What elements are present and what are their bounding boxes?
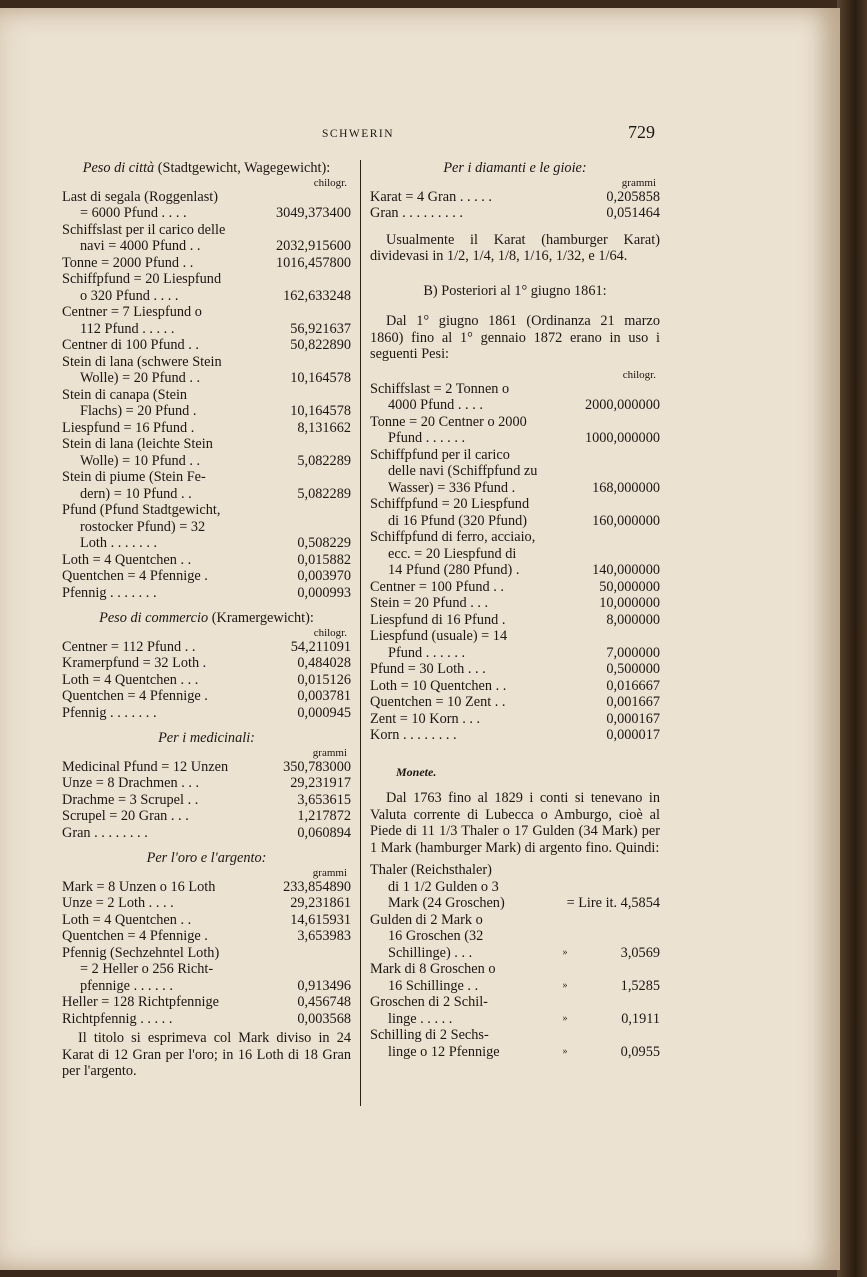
section-heading: B) Posteriori al 1° giugno 1861:: [423, 282, 607, 299]
row-value: 0,000993: [297, 584, 351, 601]
table-row: [62, 759, 351, 776]
table-row: [370, 189, 660, 206]
row-label: Loth = 4 Quentchen . . .: [62, 671, 199, 688]
table-row: [370, 694, 660, 711]
row-value: 233,854890: [283, 878, 351, 895]
row-label: 112 Pfund . . . . .: [80, 320, 175, 337]
row-label: Quentchen = 4 Pfennige .: [62, 928, 208, 944]
row-label: Heller = 128 Richtpfennige: [62, 994, 219, 1010]
row-label: Pfennig . . . . . . .: [62, 704, 157, 721]
coin-cell: Schilling di 2 Sechs-: [370, 1027, 489, 1043]
row-label: Quentchen = 4 Pfennige .: [62, 688, 208, 704]
row-value: 10,164578: [290, 403, 351, 419]
row-label: Schiffpfund di ferro, acciaio,: [370, 529, 536, 545]
table-row: [370, 513, 660, 530]
coin-row-line: [370, 961, 660, 978]
table-row: [62, 205, 351, 222]
table-row: [62, 808, 351, 825]
row-label: Pfund = 30 Loth . . .: [370, 661, 486, 677]
table-row: [370, 595, 660, 612]
table-row: [370, 397, 660, 414]
table-row: [370, 711, 660, 728]
row-label: Pfennig . . . . . . .: [62, 584, 157, 601]
table-row: [62, 387, 351, 404]
row-label: Kramerpfund = 32 Loth .: [62, 655, 207, 671]
row-value: 1016,457800: [275, 254, 351, 271]
row-label: Schiffpfund = 20 Liespfund: [62, 271, 222, 287]
row-label: Liespfund di 16 Pfund .: [370, 611, 506, 628]
row-value: 0,016667: [606, 677, 660, 694]
coin-cell: »: [562, 946, 568, 958]
row-label: Wasser) = 336 Pfund .: [388, 479, 516, 496]
table-row: [62, 879, 351, 896]
row-label: Medicinal Pfund = 12 Unzen: [62, 758, 229, 775]
row-label: Stein di lana (leichte Stein: [62, 436, 213, 452]
table-row: [370, 430, 660, 447]
table-row: [62, 552, 351, 569]
section-heading: Per i diamanti e le gioie:: [443, 160, 587, 176]
table-row: [370, 414, 660, 431]
row-label: Schiffpfund per il carico: [370, 446, 510, 463]
section-heading: Peso di città (Stadtgewicht, Wagegewicht):: [82, 160, 331, 176]
coin-row-line: [370, 994, 660, 1011]
table-row: [62, 775, 351, 792]
row-label: Wolle) = 20 Pfund . .: [80, 370, 201, 386]
row-value: 0,000017: [606, 727, 660, 743]
row-value: 0,060894: [297, 824, 351, 841]
row-label: Centner = 7 Liespfund o: [62, 304, 202, 320]
table-row: [370, 529, 660, 546]
row-label: delle navi (Schiffpfund zu: [388, 463, 538, 479]
table-row: [62, 238, 351, 255]
table-row: [62, 502, 351, 519]
row-label: Karat = 4 Gran . . . . .: [370, 188, 493, 205]
row-value: 3,653983: [297, 928, 351, 944]
coin-cell: Gulden di 2 Mark o: [370, 911, 483, 928]
row-value: 29,231861: [290, 895, 351, 911]
weight-table: [62, 189, 351, 602]
coin-cell: linge o 12 Pfennige: [388, 1043, 500, 1060]
table-row: [370, 496, 660, 513]
row-label: di 16 Pfund (320 Pfund): [388, 512, 527, 529]
unit-label: chilogr.: [313, 626, 347, 639]
table-row: [62, 255, 351, 272]
coin-cell: 16 Schillinge . .: [388, 977, 479, 994]
row-label: Unze = 2 Loth . . . .: [62, 895, 174, 911]
table-row: [62, 288, 351, 305]
coin-cell: 16 Groschen (32: [388, 928, 484, 944]
coin-cell: 0,0955: [620, 1043, 660, 1060]
section-heading: Per l'oro e l'argento:: [146, 850, 267, 866]
table-row: [62, 304, 351, 321]
row-label: Stein = 20 Pfund . . .: [370, 595, 489, 611]
table-row: [62, 271, 351, 288]
row-label: Loth = 10 Quentchen . .: [370, 677, 507, 694]
table-row: [62, 639, 351, 656]
row-value: 14,615931: [290, 911, 351, 928]
table-row: [62, 354, 351, 371]
table-row: [62, 928, 351, 945]
unit-label: chilogr.: [622, 368, 656, 381]
row-value: 54,211091: [290, 638, 351, 655]
table-row: [370, 463, 660, 480]
row-label: Liespfund = 16 Pfund .: [62, 419, 195, 436]
table-row: [62, 688, 351, 705]
table-row: [370, 546, 660, 563]
row-value: 10,164578: [290, 370, 351, 386]
row-value: 0,500000: [606, 661, 660, 677]
row-label: Schiffslast = 2 Tonnen o: [370, 380, 510, 397]
row-label: navi = 4000 Pfund . .: [80, 238, 201, 254]
coin-cell: »: [562, 1045, 568, 1057]
table-row: [62, 469, 351, 486]
coin-row-line: [370, 1011, 660, 1028]
row-value: 3049,373400: [275, 205, 351, 221]
row-value: 50,822890: [290, 337, 351, 353]
row-label: Scrupel = 20 Gran . . .: [62, 808, 189, 824]
row-label: Wolle) = 10 Pfund . .: [80, 452, 201, 469]
row-label: Pfund . . . . . .: [388, 644, 466, 661]
coin-cell: Mark di 8 Groschen o: [370, 961, 496, 977]
row-value: 5,082289: [297, 452, 351, 469]
unit-label: grammi: [312, 746, 347, 759]
coin-cell: Groschen di 2 Schil-: [370, 994, 488, 1010]
row-value: 0,001667: [606, 694, 660, 710]
row-value: 3,653615: [297, 791, 351, 808]
table-row: [62, 825, 351, 842]
row-label: Liespfund (usuale) = 14: [370, 628, 508, 644]
row-value: 10,000000: [599, 595, 660, 611]
column-divider: [360, 160, 361, 1106]
unit-label: grammi: [312, 866, 347, 879]
row-label: Last di segala (Roggenlast): [62, 188, 219, 205]
table-row: [62, 705, 351, 722]
book-page: [0, 8, 840, 1270]
row-value: 2000,000000: [584, 397, 660, 413]
table-row: [62, 321, 351, 338]
row-value: 0,205858: [606, 188, 660, 205]
coin-row-line: [370, 1027, 660, 1044]
row-value: 0,003568: [297, 1010, 351, 1027]
section-heading: Monete.: [396, 764, 437, 779]
row-label: Pfund (Pfund Stadtgewicht,: [62, 502, 221, 518]
row-label: Unze = 8 Drachmen . . .: [62, 775, 200, 791]
row-label: Mark = 8 Unzen o 16 Loth: [62, 878, 216, 895]
coin-cell: Schillinge) . . .: [388, 944, 473, 961]
row-value: 0,508229: [297, 535, 351, 551]
row-value: 162,633248: [283, 287, 351, 304]
section-heading: Peso di commercio (Kramergewicht):: [99, 610, 314, 626]
table-row: [370, 678, 660, 695]
row-value: 168,000000: [592, 479, 660, 496]
row-value: 8,000000: [606, 611, 660, 628]
coin-row-line: [370, 1044, 660, 1061]
row-value: 1000,000000: [584, 430, 660, 446]
table-row: [370, 612, 660, 629]
row-value: 0,003970: [297, 568, 351, 584]
weight-table: [62, 639, 351, 722]
table-row: [62, 792, 351, 809]
coin-cell: 3,0569: [620, 944, 660, 961]
table-row: [370, 628, 660, 645]
row-value: 7,000000: [606, 644, 660, 661]
table-row: [62, 535, 351, 552]
coin-cell: 1,5285: [620, 977, 660, 994]
coin-cell: linge . . . . .: [388, 1010, 453, 1027]
coin-cell: »: [562, 1012, 568, 1024]
table-row: [370, 579, 660, 596]
table-row: [62, 961, 351, 978]
row-value: 1,217872: [297, 808, 351, 824]
table-row: [62, 895, 351, 912]
row-label: dern) = 10 Pfund . .: [80, 485, 192, 502]
row-label: Zent = 10 Korn . . .: [370, 710, 481, 727]
coin-row-line: [370, 945, 660, 962]
weight-table: [62, 879, 351, 1028]
row-label: 4000 Pfund . . . .: [388, 397, 483, 413]
row-label: 14 Pfund (280 Pfund) .: [388, 562, 520, 578]
row-label: Flachs) = 20 Pfund .: [80, 403, 197, 419]
weight-table: [370, 189, 660, 222]
row-value: 0,484028: [297, 655, 351, 671]
coin-row-line: [370, 978, 660, 995]
row-label: Stein di canapa (Stein: [62, 386, 188, 403]
table-row: [62, 453, 351, 470]
row-label: Tonne = 20 Centner o 2000: [370, 413, 527, 430]
row-label: Loth = 4 Quentchen . .: [62, 551, 192, 568]
table-row: [62, 403, 351, 420]
table-row: [370, 381, 660, 398]
row-value: 0,913496: [297, 977, 351, 994]
row-label: Stein di lana (schwere Stein: [62, 353, 222, 370]
row-label: Pfund . . . . . .: [388, 430, 466, 446]
weight-table: [62, 759, 351, 842]
left-column: [62, 160, 351, 1080]
row-value: 0,456748: [297, 994, 351, 1010]
row-value: 2032,915600: [275, 238, 351, 254]
table-row: [62, 519, 351, 536]
row-value: 160,000000: [592, 512, 660, 529]
unit-label: chilogr.: [313, 176, 347, 189]
table-row: [62, 420, 351, 437]
row-value: 0,015882: [297, 551, 351, 568]
coin-row-line: [370, 912, 660, 929]
table-row: [370, 562, 660, 579]
table-row: [62, 672, 351, 689]
row-value: 0,003781: [297, 688, 351, 704]
row-label: Centner di 100 Pfund . .: [62, 337, 200, 353]
row-value: 50,000000: [599, 578, 660, 595]
row-label: = 6000 Pfund . . . .: [80, 205, 187, 221]
table-row: [62, 978, 351, 995]
coin-row-line: [370, 928, 660, 945]
row-label: Gran . . . . . . . .: [62, 824, 148, 841]
row-value: 0,051464: [606, 205, 660, 221]
coin-row: Thaler (Reichsthaler) di 1 1/2 Gulden o 3 Mark (24 Groschen) = Lire it. 4,5854: [370, 862, 660, 911]
table-row: [62, 568, 351, 585]
table-row: [62, 436, 351, 453]
row-value: 8,131662: [297, 419, 351, 436]
row-label: Loth = 4 Quentchen . .: [62, 911, 192, 928]
table-row: [370, 661, 660, 678]
table-row: [62, 337, 351, 354]
row-label: ecc. = 20 Liespfund di: [388, 545, 517, 562]
table-row: [370, 480, 660, 497]
row-value: 140,000000: [592, 562, 660, 578]
intro-paragraph: Dal 1° giugno 1861 (Ordinanza 21 marzo 1860) fino al 1° gennaio 1872 erano in uso i seguenti Pesi:: [370, 313, 660, 362]
coin-table: [370, 912, 660, 1061]
row-label: pfennige . . . . . .: [80, 977, 173, 994]
row-label: Schiffslast per il carico delle: [62, 221, 226, 238]
row-label: Quentchen = 10 Zent . .: [370, 694, 506, 710]
row-value: 5,082289: [297, 485, 351, 502]
row-label: Schiffpfund = 20 Liespfund: [370, 496, 530, 512]
table-row: [62, 222, 351, 239]
running-head: SCHWERIN: [322, 128, 395, 140]
right-column: [370, 160, 660, 1060]
table-row: [62, 585, 351, 602]
row-label: rostocker Pfund) = 32: [80, 518, 206, 535]
row-label: Tonne = 2000 Pfund . .: [62, 254, 194, 271]
row-value: 0,015126: [297, 671, 351, 688]
row-label: Centner = 100 Pfund . .: [370, 578, 504, 595]
unit-label: grammi: [621, 176, 656, 189]
table-row: [370, 205, 660, 222]
row-value: 0,000945: [297, 704, 351, 721]
table-row: [370, 727, 660, 744]
table-row: [62, 1011, 351, 1028]
row-label: Korn . . . . . . . .: [370, 727, 457, 743]
weight-table: [370, 381, 660, 744]
table-row: [62, 486, 351, 503]
row-label: o 320 Pfund . . . .: [80, 287, 179, 304]
coin-value: = Lire it. 4,5854: [566, 895, 660, 911]
row-label: Pfennig (Sechzehntel Loth): [62, 944, 220, 961]
row-label: = 2 Heller o 256 Richt-: [80, 961, 214, 977]
row-label: Richtpfennig . . . . .: [62, 1010, 173, 1027]
row-label: Loth . . . . . . .: [80, 535, 158, 551]
table-row: [62, 912, 351, 929]
table-row: [62, 189, 351, 206]
page-number: 729: [628, 122, 655, 142]
table-row: [370, 447, 660, 464]
row-label: Centner = 112 Pfund . .: [62, 638, 196, 655]
section-heading: Per i medicinali:: [158, 730, 255, 746]
row-value: 350,783000: [283, 758, 351, 775]
row-value: 29,231917: [290, 775, 351, 791]
row-label: Drachme = 3 Scrupel . .: [62, 791, 199, 808]
note-paragraph: Usualmente il Karat (hamburger Karat) dividevasi in 1/2, 1/4, 1/8, 1/16, 1/32, e 1/64.: [370, 231, 660, 264]
book-spine: [837, 0, 867, 1277]
table-row: [370, 645, 660, 662]
row-label: Quentchen = 4 Pfennige .: [62, 568, 208, 584]
table-row: [62, 945, 351, 962]
table-row: [62, 370, 351, 387]
intro-paragraph: Dal 1763 fino al 1829 i conti si tenevano in Valuta corrente di Lubecca o Amburgo, cioè al Piede di 11 1/3 Thaler o 17 Gulden (34 Mark) per 1 Mark (hamburger Mark) di argento fino. Quindi:: [370, 790, 660, 856]
table-row: [62, 655, 351, 672]
note-paragraph: Il titolo si esprimeva col Mark diviso in 24 Karat di 12 Gran per l'oro; in 16 Loth di 18 Gran per l'argento.: [62, 1030, 351, 1079]
row-value: 56,921637: [290, 320, 351, 337]
row-value: 0,000167: [606, 710, 660, 727]
coin-cell: »: [562, 979, 568, 991]
row-label: Stein di piume (Stein Fe-: [62, 469, 206, 485]
coin-cell: 0,1911: [621, 1010, 660, 1027]
row-label: Gran . . . . . . . . .: [370, 205, 463, 221]
table-row: [62, 994, 351, 1011]
